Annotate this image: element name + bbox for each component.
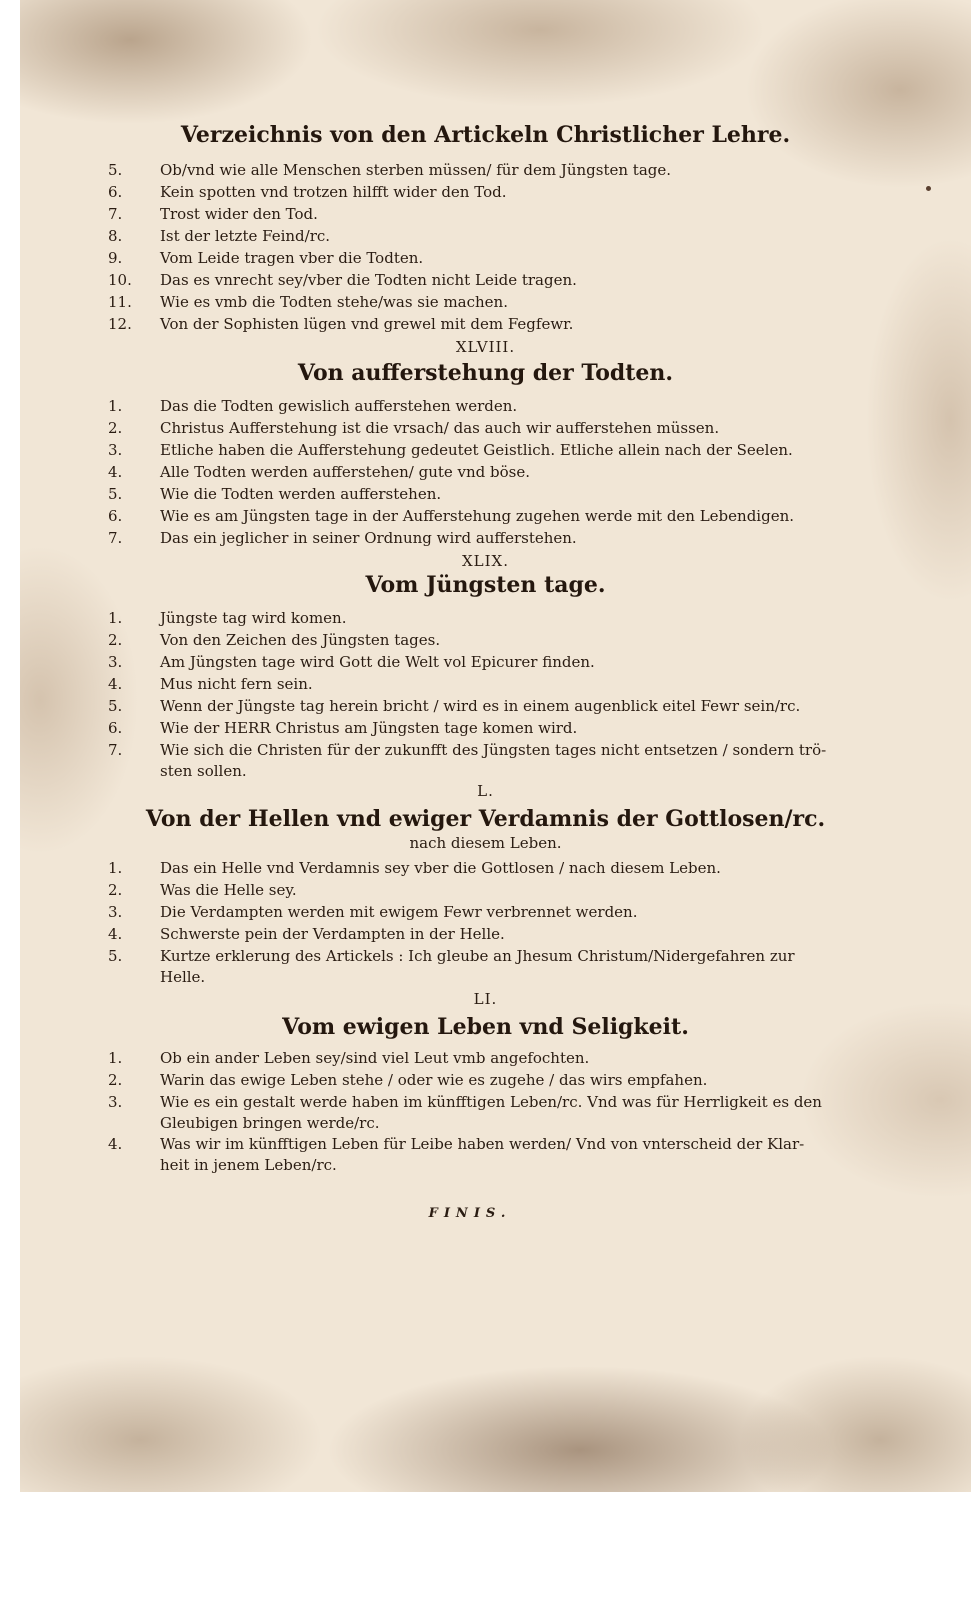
item-number: 12. bbox=[108, 315, 132, 333]
item-number: 2. bbox=[108, 419, 123, 437]
item-text: Das die Todten gewislich aufferstehen werden. bbox=[160, 397, 518, 415]
item-number: 9. bbox=[108, 249, 123, 267]
item-text: Trost wider den Tod. bbox=[160, 205, 318, 223]
list-item bbox=[108, 396, 828, 417]
item-text: Was die Helle sey. bbox=[160, 881, 297, 899]
item-number: 4. bbox=[108, 675, 123, 693]
list-item bbox=[108, 858, 828, 879]
item-number: 6. bbox=[108, 183, 123, 201]
item-number: 4. bbox=[108, 925, 123, 943]
item-text: Alle Todten werden aufferstehen/ gute vnd böse. bbox=[160, 463, 531, 481]
item-text: Christus Aufferstehung ist die vrsach/ das auch wir aufferstehen müssen. bbox=[160, 419, 720, 437]
list-item bbox=[108, 880, 828, 901]
list-item bbox=[108, 902, 828, 923]
item-text: Kein spotten vnd trotzen hilfft wider den Tod. bbox=[160, 183, 507, 201]
list-item bbox=[108, 630, 828, 651]
item-number: 5. bbox=[108, 697, 123, 715]
chapter-subheading: nach diesem Leben. bbox=[409, 834, 562, 852]
list-item bbox=[108, 226, 828, 247]
item-number: 3. bbox=[108, 1093, 123, 1111]
item-number: 5. bbox=[108, 947, 123, 965]
item-text: Die Verdampten werden mit ewigem Fewr verbrennet werden. bbox=[160, 903, 638, 921]
item-text: Etliche haben die Aufferstehung gedeutet Geistlich. Etliche allein nach der Seelen. bbox=[160, 441, 793, 459]
item-text: Das ein Helle vnd Verdamnis sey vber die Gottlosen / nach diesem Leben. bbox=[160, 859, 721, 877]
list-item bbox=[108, 204, 828, 225]
chapter-numeral: L. bbox=[477, 782, 494, 800]
item-number: 3. bbox=[108, 903, 123, 921]
item-text: Ob ein ander Leben sey/sind viel Leut vmb angefochten. bbox=[160, 1049, 590, 1067]
item-text: Wie sich die Christen für der zukunfft des Jüngsten tages nicht entsetzen / sondern trö-sten sollen. bbox=[160, 741, 827, 780]
list-item bbox=[108, 652, 828, 673]
list-item bbox=[108, 248, 828, 269]
list-item bbox=[108, 506, 828, 527]
item-text: Das ein jeglicher in seiner Ordnung wird aufferstehen. bbox=[160, 529, 577, 547]
chapter-numeral: LI. bbox=[473, 990, 498, 1008]
list-item bbox=[108, 1134, 828, 1176]
item-number: 7. bbox=[108, 205, 123, 223]
item-text: Ob/vnd wie alle Menschen sterben müssen/ für dem Jüngsten tage. bbox=[160, 161, 672, 179]
list-item bbox=[108, 674, 828, 695]
list-item bbox=[108, 528, 828, 549]
item-number: 1. bbox=[108, 1049, 123, 1067]
item-text: Schwerste pein der Verdampten in der Helle. bbox=[160, 925, 505, 943]
item-number: 1. bbox=[108, 397, 123, 415]
list-item bbox=[108, 946, 828, 988]
list-item bbox=[108, 314, 828, 335]
item-number: 4. bbox=[108, 463, 123, 481]
chapter-heading: Von aufferstehung der Todten. bbox=[297, 360, 674, 386]
finis-mark: FINIS. bbox=[428, 1206, 512, 1221]
chapter-heading: Vom ewigen Leben vnd Seligkeit. bbox=[282, 1014, 689, 1040]
item-text: Vom Leide tragen vber die Todten. bbox=[160, 249, 424, 267]
list-item bbox=[108, 484, 828, 505]
list-item bbox=[108, 924, 828, 945]
item-number: 4. bbox=[108, 1135, 123, 1153]
item-text: Wie der HERR Christus am Jüngsten tage komen wird. bbox=[160, 719, 578, 737]
list-item bbox=[108, 270, 828, 291]
list-item bbox=[108, 418, 828, 439]
list-item bbox=[108, 440, 828, 461]
item-number: 3. bbox=[108, 653, 123, 671]
item-number: 2. bbox=[108, 1071, 123, 1089]
item-number: 8. bbox=[108, 227, 123, 245]
item-number: 10. bbox=[108, 271, 132, 289]
item-text: Wie es ein gestalt werde haben im künfftigen Leben/rc. Vnd was für Herrligkeit es den Gleubigen bringen werde/rc. bbox=[160, 1093, 822, 1132]
item-text: Von der Sophisten lügen vnd grewel mit dem Fegfewr. bbox=[160, 315, 574, 333]
ink-spot bbox=[926, 186, 931, 191]
item-text: Wie die Todten werden aufferstehen. bbox=[160, 485, 442, 503]
list-item bbox=[108, 740, 828, 782]
item-number: 1. bbox=[108, 609, 123, 627]
item-number: 5. bbox=[108, 485, 123, 503]
page-title: Verzeichnis von den Artickeln Christlicher Lehre. bbox=[180, 122, 791, 148]
list-item bbox=[108, 292, 828, 313]
list-item bbox=[108, 1048, 828, 1069]
item-text: Das es vnrecht sey/vber die Todten nicht Leide tragen. bbox=[160, 271, 577, 289]
item-number: 11. bbox=[108, 293, 132, 311]
list-item bbox=[108, 160, 828, 181]
chapter-heading: Vom Jüngsten tage. bbox=[365, 572, 606, 598]
list-item bbox=[108, 1070, 828, 1091]
chapter-numeral: XLIX. bbox=[461, 552, 509, 570]
item-text: Kurtze erklerung des Artickels : Ich gleube an Jhesum Christum/Nidergefahren zur Helle. bbox=[160, 947, 795, 986]
item-text: Am Jüngsten tage wird Gott die Welt vol Epicurer finden. bbox=[160, 653, 595, 671]
item-number: 7. bbox=[108, 529, 123, 547]
item-number: 6. bbox=[108, 719, 123, 737]
list-item bbox=[108, 608, 828, 629]
list-item bbox=[108, 1092, 828, 1134]
item-text: Wie es am Jüngsten tage in der Aufferstehung zugehen werde mit den Lebendigen. bbox=[160, 507, 795, 525]
item-number: 7. bbox=[108, 741, 123, 759]
item-text: Ist der letzte Feind/rc. bbox=[160, 227, 331, 245]
item-text: Mus nicht fern sein. bbox=[160, 675, 313, 693]
list-item bbox=[108, 182, 828, 203]
item-text: Wenn der Jüngste tag herein bricht / wird es in einem augenblick eitel Fewr sein/rc. bbox=[160, 697, 801, 715]
chapter-numeral: XLVIII. bbox=[455, 338, 516, 356]
item-text: Warin das ewige Leben stehe / oder wie es zugehe / das wirs empfahen. bbox=[160, 1071, 708, 1089]
item-number: 2. bbox=[108, 631, 123, 649]
item-number: 2. bbox=[108, 881, 123, 899]
list-item bbox=[108, 462, 828, 483]
item-text: Was wir im künfftigen Leben für Leibe haben werden/ Vnd von vnterscheid der Klar-heit in jenem Leben/rc. bbox=[160, 1135, 805, 1174]
item-text: Wie es vmb die Todten stehe/was sie machen. bbox=[160, 293, 508, 311]
list-item bbox=[108, 718, 828, 739]
item-number: 6. bbox=[108, 507, 123, 525]
list-item bbox=[108, 696, 828, 717]
item-number: 1. bbox=[108, 859, 123, 877]
item-text: Von den Zeichen des Jüngsten tages. bbox=[160, 631, 441, 649]
item-number: 3. bbox=[108, 441, 123, 459]
item-number: 5. bbox=[108, 161, 123, 179]
item-text: Jüngste tag wird komen. bbox=[160, 609, 347, 627]
chapter-heading: Von der Hellen vnd ewiger Verdamnis der Gottlosen/rc. bbox=[145, 806, 826, 832]
